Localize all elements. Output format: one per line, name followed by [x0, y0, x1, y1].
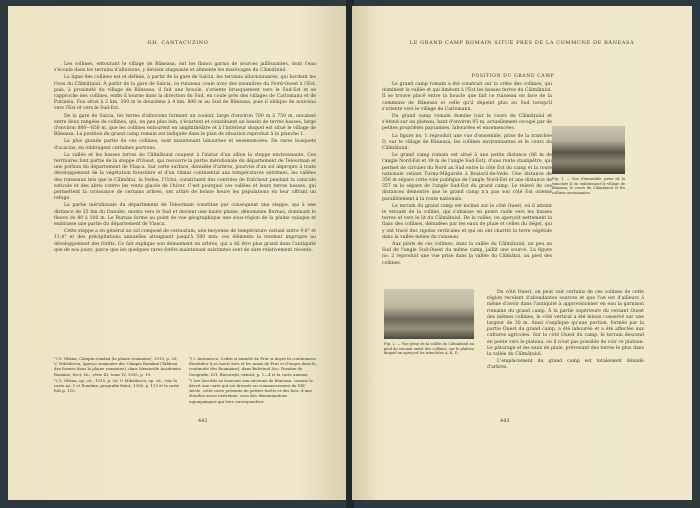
left-paragraph: La partie méridionale du département de Teleorman constitue par conséquent une steppe, qui à une distance de 25 km du Danube, monte vers le Sud et devient une haute plaine, dénommée Burnas, dominant le fleuve de 80 à 100 m. Le Burnas forme au point de vue géographique une sous-région de la plaine valaque et embrasse une partie du département de Vlașca.: [54, 203, 316, 228]
left-paragraph: De la gare de Salcia, les terres d'alluvions forment un couloir, large d'environ 700 m à 750 m, encaissé entre deux rangées de collines, qui, un peu plus loin, s'écartent et constituent un bassin de terres basses, large d'environ 800—850 m, que les collines entourent en amphithéâtre et à l'intérieur duquel est situé le village de Băneasa. La position du grand camp romain est indiquée dans le plan de situation reproduit à la planche 1.: [54, 113, 316, 138]
right-paragraph: Le terrain du grand camp est incliné sur le côté Ouest, où il atteint le versant de la colline, qui s'abaisse en pente raide vers les basses terres et vers le lit du Călmățuiul. De la vallée, on aperçoit nettement la flanc des collines, dénudées par les eaux de pluie et celles du dégel, qui y ont tracé des rigoles verticales et qui en ont charrié la terre végétale dans la vallée même du ruisseau.: [382, 203, 552, 240]
left-page-number: 442: [198, 418, 208, 424]
right-paragraph: L'emplacement du grand camp est totalement dénudé d'arbres.: [487, 359, 644, 371]
right-paragraph: Du côté Ouest, on peut voir certains de ces collines de cette région recelant d'abondantes sources et que l'on est d'ailleurs à même d'avoir dans l'antiquité à approvisionner en eau la garnison romaine du grand camp. À la partie supérieure du versant Ouest des mêmes collines, le côté vertical a été mieux conservé sur une largeur de 30 m. Ainsi s'explique qu'une portion, formée par la partie Ouest du grand camp, a été labourée et a été affectée aux cultures agricoles. Sur le côté Ouest du camp, le terrain descend en pente vers le plateau, où il n'est pas possible de voir ce plateau. Le pâturage et les eaux de pluie, prévenant des terres le plus dans la vallée du Călmățuiul.: [487, 290, 644, 358]
left-paragraph: La ligne des collines est et définie, à partir de la gare de Salcia, les terrains alluvionnaires, qui bordent les rives du Călmățuiul. À partir de la gare de Salcia, ce ruisseau coule avec des méandres du Nord-Ouest à l'Est, puis, à proximité du village de Băneasa, il fait une boucle, s'oriente brusquement vers le Sud-Est et se rapproche des collines, enfin il tourne dans la direction du Sud, en coule près des villages de Carlomanu et de Putineiu. Fou situé à 2 km. 300 m le deuxième à 4 km. 800 m au Sud de Băneasa, puis il oblique de nouveau vers l'Est et vers le Sud-Est.: [54, 75, 316, 112]
right-body-text-top: [382, 82, 552, 268]
left-body-text: [54, 62, 316, 255]
right-paragraph: Aux pieds de ces collines, dans la vallée du Călmățuiul, un peu au Sud de l'angle Sud-Ouest du même camp, jaillit une source. La figure no. 2 reproduit une vue prise dans la vallée du Călmățui, au pied des collines.: [382, 242, 552, 266]
right-running-head: LE GRAND CAMP ROMAIN SITUÉ PRÈS DE LA COMMUNE DE BĂNEASA: [409, 40, 635, 46]
footnote: ³) I. Antonescu, Codrii și numele de Prut și Argeș în continuarea Romînilor (Les hauts bois et les noms de Prut et d'Argeș dans la continuité des Roumains), dans Buletinul Soc. Romîne de Geografie, LVI, București, extrait, p. 1—4 et la carte annexe.: [189, 356, 316, 377]
left-paragraph: Les collines, entourant le village de Băneasa, ont les flancs garnis de sources jaillissantes, dont l'eau s'écoule dans les terrains d'alluvions, y devient stagnante et alimente les marécages du Călmățuiul.: [54, 62, 316, 74]
right-paragraph: La figure no. 1 reproduit une vue d'ensemble, prise de la tranchée D, sur le village de Băneasa, les collines environnantes et le cours du Călmățuiul.: [382, 133, 552, 152]
right-paragraph: Du grand camp romain domine tout le cours du Călmățuiul et s'étend sur un plateau, haut d'environ 95 m, actuellement occupé par de petites propriétés paysannes, labourées et ensemencées.: [382, 114, 552, 132]
figure-1-caption: Fig. 1. — Vue d'ensemble, prise de la tranchée D en embrassant le village de Băneasa, le cours du Călmățuiul et les collines avoisinantes.: [552, 177, 625, 195]
right-page: [352, 6, 692, 500]
right-paragraph: Le grand camp romain est situé à une petite distance (86 m de l'angle Nord-Est et 39 m de l'angle Sud-Est), d'une route champêtre, qui permet de circuler du Nord au Sud entre la côte Est du camp et la route nationale reliant Turnu-Măgurele à Roșiorii-de-Vede. Une distance de 356 m sépare cette voie publique de l'angle Nord-Est et une distance de 357 m la sépare de l'angle Sud-Est du grand camp. Le relevé de ces distances démontre que le grand camp n'a pas son côté Est orienté parallèlement à la route nationale.: [382, 153, 552, 202]
footnote: ¹) G. Vâlsan, Câmpia română (la plaine roumaine), 1915, p. 26; V. Mihăilescu, Aperçu sommaire des Câmpia Română (Tableau des formes dans la plaine roumaine), dans Memoriile Academiei Române, Secț. Ist., série III, tome IV, 1935, p. 19.: [54, 356, 181, 377]
left-running-head: GH. CANTACUZINO: [147, 40, 209, 46]
right-page-number: 443: [500, 418, 510, 424]
left-page: [8, 6, 348, 500]
footnote: ²) G. Vâlsan, op. cit., 1915, p. 26; V. Mihăilescu, op. cit., voir la carte no. 1 et Romînia, geografia fizică, 1936, p. 113 et la carte fols p. 115.: [54, 377, 180, 394]
left-paragraph: La vallée et les basses terres du Călmățuiul coupent à l'instar d'un sillon la steppe environnante. Ces territoires font partie de la steppe d'Ouest, qui recouvre la partie méridionale du département de Teleorman et une portion du département de Vlașca. Sur cette surface, dénudée d'arbres, pourvue d'un sol impropre à toute développement de la végétation forestière et d'un climat continental aux températures extrêmes, les vallées des ruisseaux tels que le Călmățui, la Vedea, l'Urlui, constituent des contrées de fraîcheur pendant la canicule estivale et des abris contre les vents glacés de l'hiver. C'est pourquoi ces vallées et leurs terres basses, qui permettent la croissance de certains arbres, ont attiré de bonne heure les populations en leur offrant un refuge.: [54, 152, 316, 202]
footnote: ⁴) Les lieu-dits se trouvent aux environs de Băneasa, comme le décrit une carte qui est dressée au commencement du XIXᵉ siècle, cette carte présente de petites forêts et des bois, d'une étendue assez restreinte, sous des dénominations toponymiques qui leur correspondent.: [189, 377, 313, 404]
figure-2-photo: [384, 289, 474, 339]
left-footnotes: [54, 356, 316, 404]
right-body-text-bottom: [487, 290, 644, 373]
figure-2-caption: Fig. 2. — Vue prise de la vallée du Călmățuiul au pied du versant ouest des collines, sur le plateau duquel on aperçoit les tranchées A, E, D.: [384, 342, 474, 356]
left-paragraph: Cette steppe a en général un sol composé de cernozium, une moyenne de température variant entre 9,6° et 11,4° et des précipitations annuelles atteignant jusqu'à 500 mm: ces éléments la rendent impropre au développement des forêts. Ce fait explique son dénuement en arbres, qui a dû être plus grand dans l'antiquité que de nos jours, parce que les quelques rares forêts maintenant existantes sont de date relativement récente.: [54, 229, 316, 253]
left-paragraph: La plus grande partie de ces collines, sont maintenant labourées et ensemencées. De rares bosquets d'acacias, en ombragent certaines portions.: [54, 139, 316, 151]
right-paragraph: Le grand camp romain a été construit sur la crête des collines, qui dominent la vallée et qui limitent à l'Est les basses terres du Călmățuiul. Il se trouve placé entre la boucle que fait ce ruisseau en face de la commune de Băneasa et celle qu'il dépeint plus au Sud lorsqu'il s'oriente vers le village de Carlomanu.: [382, 82, 552, 112]
figure-1-photo: [552, 126, 625, 174]
section-title: POSITION DU GRAND CAMP: [471, 74, 555, 79]
